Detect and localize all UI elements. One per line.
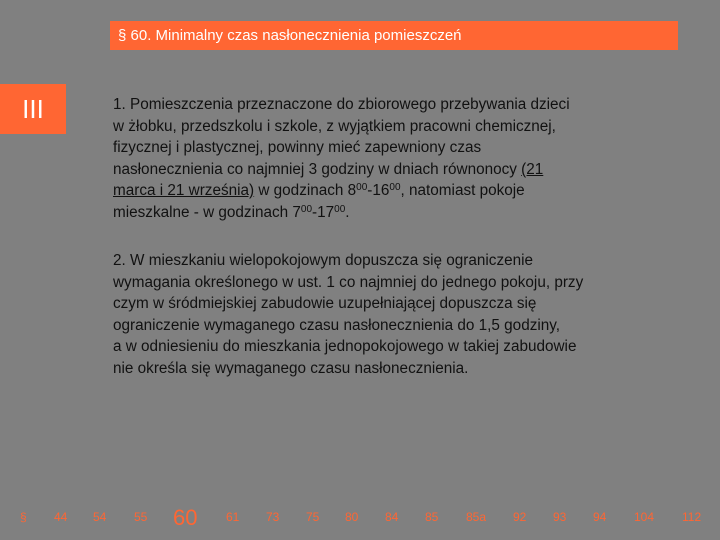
paragraph-1-line-6 <box>113 202 673 224</box>
hour-dash: -16 <box>367 182 390 199</box>
paragraph-1-line-2: w żłobku, przedszkolu i szkole, z wyjątkiem pracowni chemicznej, <box>113 117 556 135</box>
footer-link-61[interactable]: 61 <box>226 510 240 524</box>
footer-link-73[interactable]: 73 <box>266 510 280 524</box>
footer-link-93[interactable]: 93 <box>553 510 567 524</box>
hours-mid: , natomiast pokoje <box>400 182 525 199</box>
hours-prefix: w godzinach 8 <box>254 182 357 199</box>
hour-superscript: 00 <box>389 182 401 193</box>
footer-link-section[interactable]: § <box>20 510 27 524</box>
paragraph-1-line-4-text: nasłonecznienia co najmniej 3 godziny w dniach równonocy <box>113 160 522 178</box>
paragraph-1-line-3: fizycznej i plastycznej, powinny mieć zapewniony czas <box>113 139 482 156</box>
paragraph-2-line-5: a w odniesieniu do mieszkania jednopokojowego w takiej zabudowie <box>113 338 577 355</box>
paragraph-1-line-5 <box>113 180 673 202</box>
footer-link-84[interactable]: 84 <box>385 510 399 524</box>
footer-link-104[interactable]: 104 <box>634 510 655 524</box>
paragraph-2 <box>113 250 673 379</box>
footer-link-75[interactable]: 75 <box>306 510 320 524</box>
chapter-marker[interactable]: III <box>0 84 66 134</box>
slide-title: § 60. Minimalny czas nasłonecznienia pomieszczeń <box>110 21 678 50</box>
paragraph-2-line-1: 2. W mieszkaniu wielopokojowym dopuszcza się ograniczenie <box>113 252 534 269</box>
equinox-link-part-1[interactable]: (21 <box>521 160 544 178</box>
footer-link-112[interactable]: 112 <box>682 510 702 524</box>
paragraph-2-line-6: nie określa się wymaganego czasu nasłonecznienia. <box>113 359 469 377</box>
footer-link-92[interactable]: 92 <box>513 510 527 524</box>
paragraph-2-line-4: ograniczenie wymaganego czasu nasłonecznienia do 1,5 godziny, <box>113 316 561 334</box>
paragraph-1-line-1: 1. Pomieszczenia przeznaczone do zbiorowego przebywania dzieci <box>113 96 570 113</box>
paragraph-2-line-3: czym w śródmiejskiej zabudowie uzupełniającej dopuszcza się <box>113 295 537 312</box>
hour-dash: -17 <box>312 203 335 221</box>
footer-link-54[interactable]: 54 <box>93 510 107 524</box>
equinox-link-part-2[interactable]: marca i 21 września) <box>113 182 255 199</box>
footer-link-85a[interactable]: 85a <box>466 510 487 524</box>
footer-link-44[interactable]: 44 <box>54 510 68 524</box>
footer-link-85[interactable]: 85 <box>425 510 439 524</box>
footer-link-94[interactable]: 94 <box>593 510 607 524</box>
paragraph-1 <box>113 94 673 223</box>
footer-link-60-current[interactable]: 60 <box>173 505 198 530</box>
paragraph-1-line-4 <box>113 159 673 181</box>
hour-superscript: 00 <box>356 182 368 193</box>
hour-superscript: 00 <box>334 203 346 215</box>
paragraph-end: . <box>345 203 350 221</box>
residential-prefix: mieszkalne - w godzinach 7 <box>113 203 301 221</box>
hour-superscript: 00 <box>300 203 313 215</box>
footer-link-55[interactable]: 55 <box>134 510 148 524</box>
footer-link-80[interactable]: 80 <box>345 510 359 524</box>
paragraph-2-line-2: wymagania określonego w ust. 1 co najmniej do jednego pokoju, przy <box>113 273 584 291</box>
